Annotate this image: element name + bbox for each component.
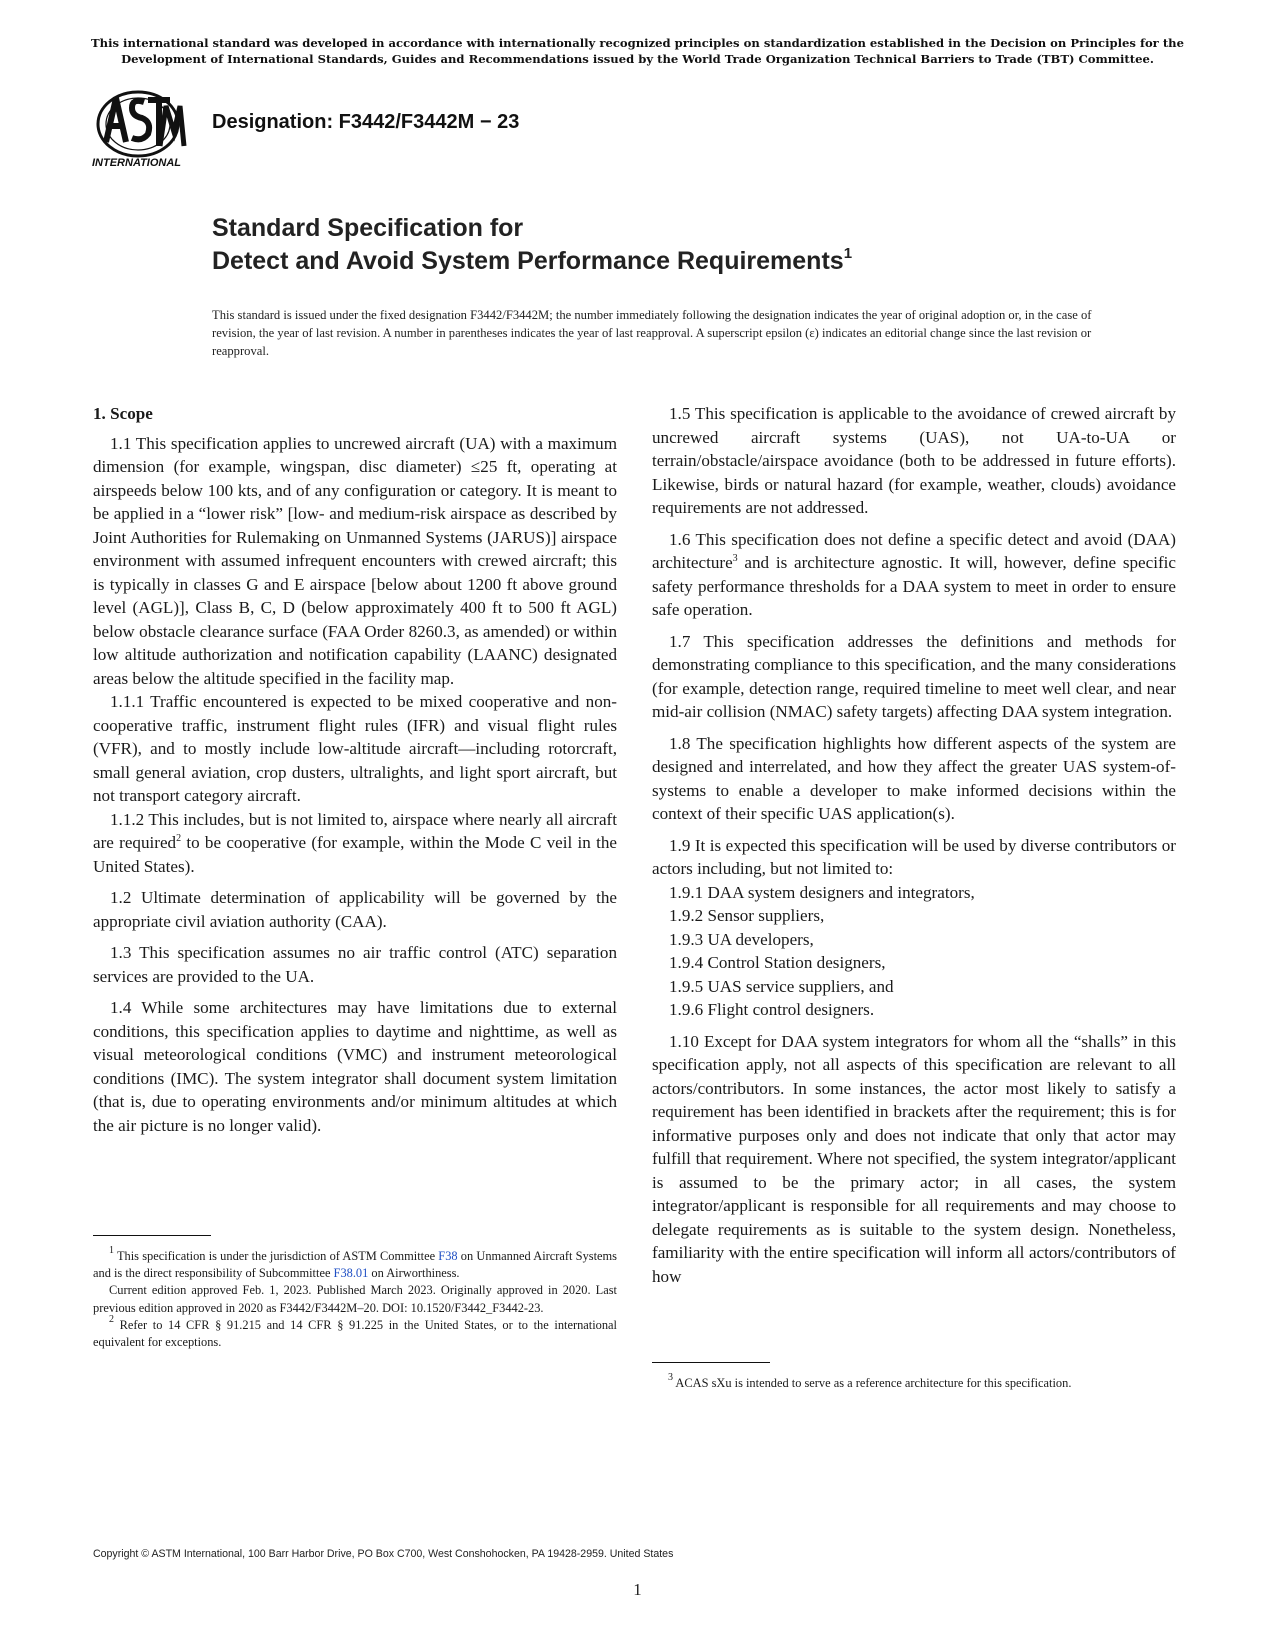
paragraph-1-8: 1.8 The specification highlights how different aspects of the system are designed and interrelated, and how they affect the greater UAS system-of-systems to enable a developer to make informed decisions within the context of their specific UAS application(s).	[652, 733, 1176, 823]
footnotes-right	[652, 1372, 1176, 1392]
right-column	[652, 402, 1176, 1296]
link-subcommittee-f38-01[interactable]: F38.01	[333, 1266, 369, 1281]
footnote-rule-left	[93, 1235, 211, 1236]
designation: Designation: F3442/F3442M − 23	[212, 111, 520, 133]
section-heading-scope: 1. Scope	[93, 404, 153, 423]
wto-notice: This international standard was developed in accordance with internationally recognized principles on standardization established in the Decision on Principles for the Development of International Standards, Guides and Recommendations issued by the World Trade Organization Technical Barriers to Trade (TBT) Committee.	[91, 36, 1184, 66]
page-number: 1	[633, 1580, 642, 1599]
footnote-2-text: Refer to 14 CFR § 91.215 and 14 CFR § 91.225 in the United States, or to the international equivalent for exceptions.	[93, 1317, 617, 1350]
footnote-2-mark: 2	[109, 1313, 114, 1325]
issue-notice: This standard is issued under the fixed designation F3442/F3442M; the number immediately following the designation indicates the year of original adoption or, in the case of revision, the year of last revision. A number in parentheses indicates the year of last reapproval. A superscript epsilon (ε) indicates an editorial change since the last revision or reapproval.	[212, 308, 1092, 358]
footnote-rule-right	[652, 1362, 770, 1363]
paragraph-1-1-2-text-a: 1.1.2 This includes, but is not limited to, airspace where nearly all aircraft are required	[93, 809, 617, 852]
footnote-3-mark: 3	[668, 1372, 673, 1383]
list-item: 1.9.3 UA developers,	[669, 929, 814, 949]
astm-logo-icon	[92, 84, 198, 184]
title-line-2	[212, 245, 852, 278]
footnote-3-text: ACAS sXu is intended to serve as a reference architecture for this specification.	[673, 1376, 1072, 1390]
title-footnote-mark: 1	[843, 245, 853, 262]
footnote-ref-3: 3	[732, 553, 738, 564]
list-item: 1.9.2 Sensor suppliers,	[669, 906, 825, 925]
footnote-1	[93, 1245, 617, 1282]
list-1-9	[652, 881, 1176, 1022]
paragraph-1-3: 1.3 This specification assumes no air traffic control (ATC) separation services are provided to the UA.	[93, 943, 617, 986]
paragraph-1-7: 1.7 This specification addresses the definitions and methods for demonstrating compliance to this specification, and the many considerations (for example, detection range, required timeline to meet well clear, and near mid-air collision (NMAC) safety targets) affecting DAA system integration.	[652, 631, 1176, 721]
copyright-notice: Copyright © ASTM International, 100 Barr Harbor Drive, PO Box C700, West Conshohocken, PA 19428-2959. United States	[93, 1548, 674, 1560]
paragraph-1-6-text-a: 1.6 This specification does not define a specific detect and avoid (DAA) architecture	[652, 529, 1176, 572]
paragraph-1-6	[652, 528, 1176, 622]
footnote-1-mark: 1	[109, 1245, 114, 1256]
paragraph-1-4: 1.4 While some architectures may have limitations due to external conditions, this specification applies to daytime and nighttime, as well as visual meteorological conditions (VMC) and instrument meteorological conditions (IMC). The system integrator shall document system limitation (that is, due to operating environments and/or minimum altitudes at which the air picture is no longer valid).	[93, 998, 617, 1135]
paragraph-1-2: 1.2 Ultimate determination of applicability will be governed by the appropriate civil aviation authority (CAA).	[93, 888, 617, 931]
footnote-1-text-a: This specification is under the jurisdiction of ASTM Committee	[114, 1249, 439, 1263]
footnote-ref-2: 2	[176, 833, 182, 844]
document-title	[212, 212, 852, 278]
footnote-1-text-b: on Unmanned Aircraft Systems and is the direct responsibility of Subcommittee	[93, 1249, 617, 1281]
footnote-1-edition: Current edition approved Feb. 1, 2023. Published March 2023. Originally approved in 2020. Last previous edition approved in 2020 as F3442/F3442M–20. DOI: 10.1520/F3442_F3442-23.	[93, 1283, 617, 1315]
title-line-2-text: Detect and Avoid System Performance Requirements	[212, 247, 844, 275]
logo-text: INTERNATIONAL	[92, 157, 182, 169]
paragraph-1-1: 1.1 This specification applies to uncrewed aircraft (UA) with a maximum dimension (for example, wingspan, disc diameter) ≤25 ft, operating at airspeeds below 100 kts, and of any configuration or category. It is meant to be applied in a “lower risk” [low- and medium-risk airspace as described by Joint Authorities for Rulemaking on Unmanned Systems (JARUS)] airspace environment with assumed infrequent encounters with crewed aircraft; this is typically in classes G and E airspace [below about 1200 ft above ground level (AGL)], Class B, C, D (below approximately 400 ft to 500 ft AGL) below obstacle clearance surface (FAA Order 8260.3, as amended) or within low altitude authorization and notification capability (LAANC) designated areas below the altitude specified in the facility map.	[93, 433, 617, 688]
title-line-1: Standard Specification for	[212, 214, 524, 242]
paragraph-1-10: 1.10 Except for DAA system integrators for whom all the “shalls” in this specification apply, not all aspects of this specification are relevant to all actors/contributors. In some instances, the actor most likely to satisfy a requirement has been identified in brackets after the requirement; this is for informative purposes only and does not indicate that only that actor may fulfill that requirement. Where not specified, the system integrator/applicant is assumed to be the primary actor; in all cases, the system integrator/applicant is responsible for all requirements and may choose to delegate requirements as is suitable to the system design. Nonetheless, familiarity with the entire specification will inform all actors/contributors of how	[652, 1031, 1176, 1286]
left-column	[93, 402, 617, 1145]
list-item: 1.9.1 DAA system designers and integrators,	[669, 882, 975, 902]
footnotes-left	[93, 1245, 617, 1351]
paragraph-1-9: 1.9 It is expected this specification will be used by diverse contributors or actors including, but not limited to:	[652, 835, 1176, 878]
paragraph-1-1-2	[93, 808, 617, 879]
paragraph-1-1-1: 1.1.1 Traffic encountered is expected to be mixed cooperative and non-cooperative traffic, instrument flight rules (IFR) and visual flight rules (VFR), and to mostly include low-altitude aircraft—including rotorcraft, small general aviation, crop dusters, ultralights, and light sport aircraft, but not transport category aircraft.	[93, 692, 617, 805]
astm-logo	[92, 84, 198, 184]
footnote-1-text-c: on Airworthiness.	[368, 1266, 460, 1281]
footnote-3	[652, 1372, 1176, 1392]
list-item: 1.9.4 Control Station designers,	[669, 953, 886, 972]
link-committee-f38[interactable]: F38	[438, 1249, 458, 1263]
list-item: 1.9.5 UAS service suppliers, and	[669, 976, 894, 996]
paragraph-1-5: 1.5 This specification is applicable to the avoidance of crewed aircraft by uncrewed aircraft systems (UAS), not UA-to-UA or terrain/obstacle/airspace avoidance (both to be addressed in future efforts). Likewise, birds or natural hazard (for example, weather, clouds) avoidance requirements are not addressed.	[652, 404, 1176, 517]
list-item: 1.9.6 Flight control designers.	[669, 1000, 875, 1019]
paragraph-1-1-2-text-b: to be cooperative (for example, within the Mode C veil in the United States).	[93, 833, 617, 876]
footnote-2	[93, 1313, 617, 1351]
paragraph-1-6-text-b: and is architecture agnostic. It will, however, define specific safety performance thresholds for a DAA system to meet in order to ensure safe operation.	[652, 553, 1176, 619]
